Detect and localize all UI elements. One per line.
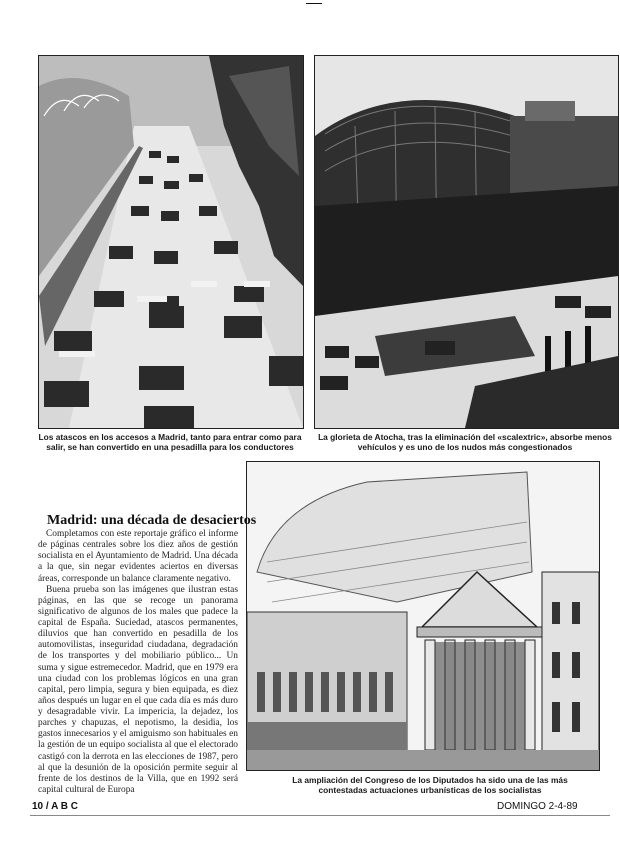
congreso-photo — [246, 461, 600, 771]
atocha-caption: La glorieta de Atocha, tras la eliminación del «scalextric», absorbe menos vehículos y es uno de los nudos más congestionados — [318, 432, 612, 452]
article-headline: Madrid: una década de desaciertos — [47, 513, 257, 528]
article-paragraph: Buena prueba son las imágenes que ilustran estas páginas, en las que se recoge un panorama significativo de algunos de los males que padece la capital de España. Suciedad, atascos permanentes, diluvios que han convertido en pesadilla de los automovilistas, inseguridad ciudadana, degradación de los transportes y del mobiliario público... Un suma y sigue estremecedor. Madrid, que en 1979 era una ciudad con los problemas lógicos en una gran capital, pero limpia, segura y bien equipada, es diez años después un lugar en el que cada día es más duro y desagradable vivir. La impericia, la dejadez, los parches y chapuzas, el nepotismo, la desidia, los gastos innecesarios y el amiguismo son habituales en la gestión de un equipo socialista al que el electorado castigó con la derrota en las elecciones de 1987, pero al que la desunión de la oposición permite seguir al frente de los destinos de la Villa, que en 1992 será capital cultural de Europa — [38, 584, 238, 795]
congreso-caption: La ampliación del Congreso de los Diputados ha sido una de las más contestadas actuaciones urbanísticas de los socialistas — [292, 775, 568, 795]
top-mark — [306, 3, 322, 4]
traffic-caption: Los atascos en los accesos a Madrid, tanto para entrar como para salir, se han convertido en una pesadilla para los conductores — [38, 432, 302, 452]
footer-rule — [30, 815, 610, 816]
atocha-photo — [314, 55, 619, 429]
article-body — [38, 529, 238, 796]
article-paragraph: Completamos con este reportaje gráfico el informe de páginas centrales sobre los diez años de gestión socialista en el Ayuntamiento de Madrid. Una década a la que, sin negar evidentes aciertos en diversas áreas, corresponde un balance claramente negativo. — [38, 529, 238, 584]
issue-date: DOMINGO 2-4-89 — [497, 801, 578, 812]
publication-name: A B C — [51, 801, 78, 812]
traffic-photo — [38, 55, 304, 429]
page-number-value: 10 — [32, 801, 44, 812]
page-number: 10 / A B C — [32, 801, 78, 812]
